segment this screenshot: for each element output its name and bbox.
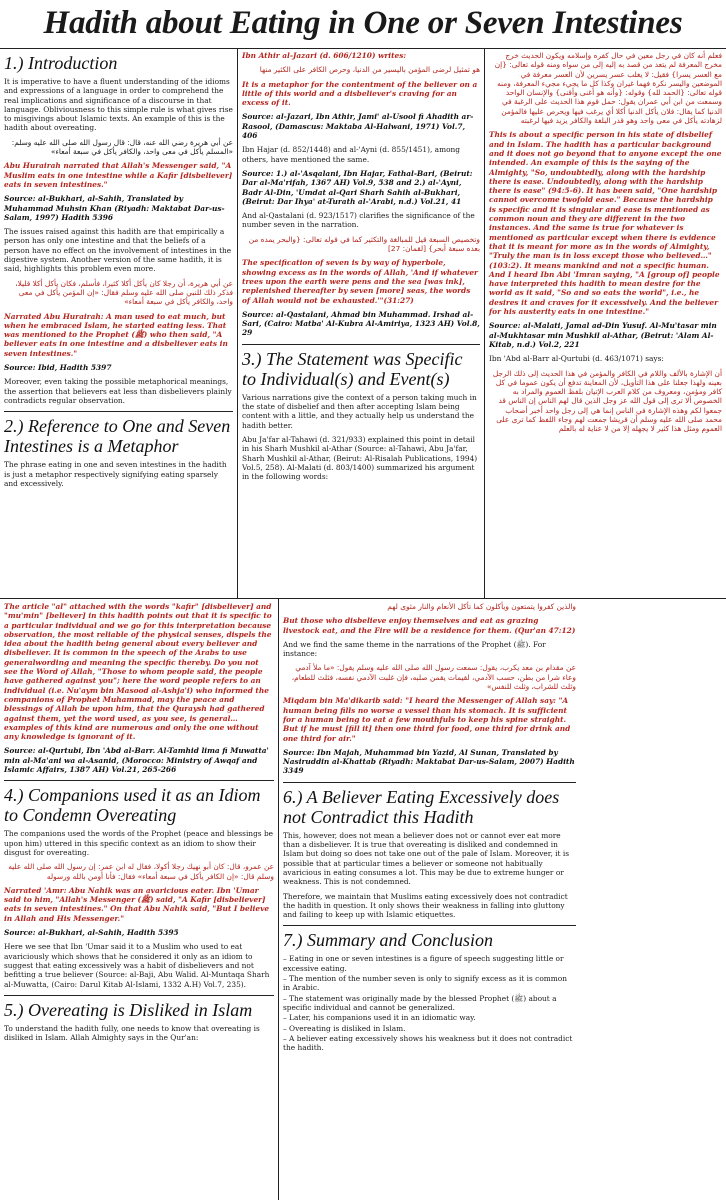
list-item: – The statement was originally made by the blessed Prophet (ﷺ) about a specific individual and cannot be generalized. bbox=[283, 993, 557, 1012]
section-heading-believer: 6.) A Believer Eating Excessively does not Contradict this Hadith bbox=[283, 786, 560, 827]
intro-paragraph: It is imperative to have a fluent understanding of the idioms and expressions of a language in order to comprehend the real implications and significance of a discourse in that language. Obliviousness to this simple rule is what gives rise to misgivings about Islamic texts. An example of this is the hadith about overeating. bbox=[4, 77, 233, 133]
paragraph: This, however, does not mean a believer does not or cannot ever eat more than a disbeliever. It is true that overeating is disliked and condemned in Islam but doing so does not take one out of the pale of Islam. Moreover, it is possible that at particular times a believer or someone not habitually avaricious in eating consumes a lot. This may be due to extreme hunger or weakness. This is not condemned. bbox=[283, 830, 570, 887]
page-title: Hadith about Eating in One or Seven Intestines bbox=[0, 0, 726, 49]
section-heading-specific: 3.) The Statement was Specific to Individual(s) and Event(s) bbox=[242, 348, 463, 389]
hadith-translation: Miqdam bin Ma'dikarib said: "I heard the Messenger of Allah say: "A human being fills no worse a vessel than his stomach. It is sufficient for a human being to eat a few mouthfuls to keep his spine straight. But if he must [fill it] then one third for food, one third for drink and one third for air." bbox=[283, 696, 571, 743]
section-heading-metaphor: 2.) Reference to One and Seven Intestines is a Metaphor bbox=[4, 416, 231, 457]
arabic-quote: وتخصيص السبعة قيل للمبالغة والتكثير كما في قوله تعالى: {والبحر يمده من بعده سبعة أبحر} [لقمان: 27] bbox=[248, 234, 480, 254]
arabic-hadith: عن أبي هريرة، أن رجلا كان يأكل أكلا كثيرا، فأسلم، فكان يأكل أكلا قليلا، فذكر ذلك للنبي صلى الله عليه وسلم فقال: «إن المؤمن يأكل في معى واحد، والكافر يأكل في سبعة أمعاء» bbox=[15, 278, 233, 307]
quote-source: Source: al-Jazari, Ibn Athir, Jami' al-Usool fi Ahadith ar-Rasool, (Damascus: Maktaba Al-Halwani, 1971) Vol.7, 406 bbox=[242, 112, 474, 141]
hadith-source: Source: al-Bukhari, al-Sahih, Hadith 5395 bbox=[4, 928, 179, 938]
list-item: – Overeating is disliked in Islam. bbox=[283, 1023, 406, 1033]
arabic-hadith: عن أبي هريرة رضي الله عنه، قال: قال رسول الله صلى الله عليه وسلم: «المسلم يأكل في معى واحد، والكافر يأكل في سبعة أمعاء» bbox=[11, 137, 233, 157]
hadith-source: Source: al-Bukhari, al-Sahih, Translated by Muhammad Muhsin Khan (Riyadh: Maktabat Dar-us-Salam, 1997) Hadith 5396 bbox=[4, 194, 225, 222]
quote-source: Source: 1.) al-'Asqalani, Ibn Hajar, Fathal-Bari, (Beirut: Dar al-Ma'rifah, 1367 AH) Vol.9, 538 and 2.) al-'Ayni, Badr Al-Din, 'Umdat al-Qari Sharh Sahih al-Bukhari, (Beirut: Dar Ihya' at-Turath al-'Arabi, n.d.) Vol.21, 41 bbox=[242, 168, 473, 206]
quote-translation: The specification of seven is by way of hyperbole, showing excess as in the words of Allah, 'And if whatever trees upon the earth were pens and the sea [was ink], replenished thereafter by seven [more] seas, the words of Allah would not be exhausted.'"(31:27) bbox=[242, 258, 478, 305]
paragraph: Therefore, we maintain that Muslims eating excessively does not contradict the hadith in question. It only shows their weakness in falling into gluttony and failing to keep up with Islamic etiquettes. bbox=[283, 891, 568, 920]
column-malati bbox=[485, 48, 726, 598]
section-heading-introduction: 1.) Introduction bbox=[4, 53, 118, 73]
paragraph: To understand the hadith fully, one needs to know that overeating is disliked in Islam. Allah Almighty says in the Qur'an: bbox=[4, 1023, 260, 1043]
paragraph: Ibn 'Abd al-Barr al-Qurtubi (d. 463/1071) says: bbox=[489, 354, 664, 364]
paragraph: And we find the same theme in the narrations of the Prophet (ﷺ). For instance: bbox=[283, 639, 546, 659]
paragraph: The issues raised against this hadith are that empirically a person has only one intestine and that the beliefs of a person have no effect on the involvement of intestines in the digestive system. Another version of the same hadith, it is said, highlights this problem even more. bbox=[4, 227, 232, 274]
quote-source: Source: al-Malati, Jamal ad-Din Yusuf. Al-Mu'tasar min al-Mukhtasar min Mushkil al-Athar, (Beirut: 'Alam Al-Kitab, n.d.) Vol.2, 221 bbox=[489, 321, 717, 349]
arabic-hadith: عن عمرو، قال: كان أبو نهيك رجلا أكولا، فقال له ابن عمر: إن رسول الله صلى الله عليه وسلم قال: «إن الكافر يأكل في سبعة أمعاء» فقال: فأنا أومن بالله ورسوله bbox=[8, 862, 274, 881]
column-scholars bbox=[238, 48, 484, 598]
quote-translation: This is about a specific person in his state of disbelief and in Islam. The hadith has a particular background and it does not go beyond that to anyone except the one intended. An example of this is the saying of the Almighty, "So, undoubtedly, along with the hardship there is ease. Undoubtedly, along with the hardship there is ease" (94:5-6). It has been said, "One hardship cannot overcome twofold ease." Because the hardship is specific and it is singular and ease is mentioned as common noun and they are different in the two instances. And the same is true for whatever is mentioned as particular except when there is evidence that it is meant for more as in the words of Almighty, "Truly the man is in loss except those who believed…"(103:2). It means mankind and not a specific human. And I heard Ibn Abi 'Imran saying, "A [group of] people have interpreted this hadith to mean desire for the world as it said, "So and so eats the world", i.e., he desires it and craves for it excessively. And the believer for his austerity eats in one intestine." bbox=[489, 130, 722, 317]
arabic-hadith: عن مقدام بن معد يكرب، يقول: سمعت رسول الله صلى الله عليه وسلم يقول: «ما ملأ آدمي وعاء شرا من بطن، حسب الآدمي، لقيمات يقمن صلبه، فإن غلبت الآدمي نفسه، فثلث للطعام، وثلث للشراب، وثلث للنفس» bbox=[291, 663, 576, 692]
hadith-translation: Narrated Abu Hurairah: A man used to eat much, but when he embraced Islam, he started eating less. That was mentioned to the Prophet (ﷺ) who then said, "A believer eats in one intestine and a disbeliever eats in seven intestines." bbox=[4, 311, 228, 358]
arabic-verse: والذين كفروا يتمتعون ويأكلون كما تأكل الأنعام والنار مثوى لهم bbox=[387, 602, 576, 611]
section-heading-companions: 4.) Companions used it as an Idiom to Condemn Overeating bbox=[4, 785, 261, 826]
arabic-quote: هو تمثيل لرضى المؤمن باليسير من الدنيا، وحرص الكافر على الكثير منها bbox=[259, 65, 480, 75]
verse-translation: But those who disbelieve enjoy themselves and eat as grazing livestock eat, and the Fire will be a residence for them. (Qur'an 47:12) bbox=[283, 616, 576, 635]
quote-translation: It is a metaphor for the contentment of the believer on a little of this world and a disbeliever's craving for an excess of it. bbox=[242, 79, 478, 108]
quote-translation: The article "al" attached with the words "kafir" [disbeliever] and "mu'min" [believer] in this hadith points out that it is specific to a particular individual and we go for this interpretation because observation, the most reliable of the physical senses, dispels the idea about the hadith being general about every believer and disbeliever. It is common in the speech of the Arabs to use generalwording and meaning the specific thereby. Do you not see the Word of Allah, "Those to whom people said, the people have gathered against you"; here the word people refers to an individual (i.e. Nu'aym bin Masood al-Ashja'i) who informed the companions of Prophet Muhammad, may the peace and blessings of Allah be upon him, that the Quraysh had gathered against them, yet the word used, as you see, is general… examples of this kind are numerous and only the one without any knowledge is ignorant of it. bbox=[4, 602, 272, 742]
quote-source: Source: al-Qurtubi, Ibn 'Abd al-Barr. Al-Tamhid lima fi Muwatta' min al-Ma'ani wa al-Asanid, (Morocco: Ministry of Awqaf and Islamic Affairs, 1387 AH) Vol.21, 265-266 bbox=[4, 746, 269, 775]
section-heading-overeating: 5.) Overeating is Disliked in Islam bbox=[4, 999, 253, 1020]
paragraph: Here we see that Ibn 'Umar said it to a Muslim who used to eat avariciously which shows that he considered it only as an idiom to suggest that eating excessively was a habit of disbelievers and not befitting a true believer (Source: al-Baji, Abu Walid. Al-Muntaqa Sharh al-Muwatta, (Cairo: Darul Kitab Al-Islami, 1332 A.H) Vol.7, 235). bbox=[4, 942, 270, 989]
summary-list bbox=[283, 954, 576, 1052]
column-companions bbox=[0, 599, 278, 1200]
column-conclusion bbox=[279, 599, 726, 1200]
hadith-translation: Narrated 'Amr: Abu Nahik was an avaricious eater. Ibn 'Umar said to him, "Allah's Messenger (ﷺ) said, "A Kafir [disbeliever] eats in seven intestines." On that Abu Nahik said, "But I believe in Allah and His Messenger." bbox=[4, 885, 270, 923]
list-item: – A believer eating excessively shows his weakness but it does not contradict the hadith. bbox=[283, 1033, 573, 1053]
arabic-quote: أن الإشارة بالألف واللام في الكافر والمؤمن في هذا الحديث إلى ذلك الرجل بعينه ولهذا جعلنا على هذا التأويل، لأن المعاينة تدفع أن يكون عموما في كل كافر ومؤمن، ومعروف من كلام العرب الإتيان بلفظ العموم والمراد به الخصوص ألا ترى إلى قول الله عز وجل الذين قال لهم الناس إن الناس قد جمعوا لكم وهذه الإشارة في الناس إنما هي إلى رجل واحد أخبر أصحاب محمد صلى الله عليه وسلم أن قريشا جمعت لهم وجاء اللفظ كما ترى على العموم ومثل هذا كثير لا يجهله إلا من لا عناية له بالعلم bbox=[492, 368, 722, 434]
hadith-source: Source: Ibn Majah, Muhammad bin Yazid, Al Sunan, Translated by Nasiruddin al-Khattab (Riyadh: Maktabat Dar-us-Salam, 2007) Hadith 3349 bbox=[283, 747, 575, 776]
paragraph: And al-Qastalani (d. 923/1517) clarifies the significance of the number seven in the narration. bbox=[242, 211, 475, 230]
quote-source: Source: al-Qastalani, Ahmad bin Muhammad. Irshad al-Sari, (Cairo: Matba' Al-Kubra Al-Amiriya, 1323 AH) Vol.8, 29 bbox=[242, 309, 480, 338]
paragraph: The companions used the words of the Prophet (peace and blessings be upon him) uttered in this specific context as an idiom to show their disgust for overeating. bbox=[4, 829, 274, 857]
quote-heading: Ibn Athir al-Jazari (d. 606/1210) writes: bbox=[242, 51, 407, 60]
arabic-quote: فعلم أنه كان في رجل معين في حال كفره وإسلامه ويكون الحديث خرج مخرج المعرفة لم يتعد من قصد به إليه إلى من سواه ومنه قوله تعالى: {إن مع العسر يسرا} فقيل: لا يغلب عسر يسرين لأن العسر معرفة في الموضعين واليسر نكرة فهما غيران وكذا كل ما يجيء مجيء المعرفة، ومنه قوله تعالى: {الحمد لله} وقوله: {وأنه هو أغنى وأقنى} والإنسان الواحد وسمعت من ابن أبي عمران يقول: حمل قوم هذا الحديث على الرغبة في الدنيا كما يقال: فلان يأكل الدنيا أكلا أي يرغب فيها ويحرص عليها فالمؤمن لزهادته يأكل في معى واحد وهو قدر البلغة والكافر يزيد فيها لرغبته bbox=[494, 51, 722, 126]
paragraph: Ibn Hajar (d. 852/1448) and al-'Ayni (d. 855/1451), among others, have mentioned the same. bbox=[242, 145, 461, 164]
paragraph: Moreover, even taking the possible metaphorical meanings, the assertion that believers eat less than disbelievers plainly contradicts regular observation. bbox=[4, 377, 232, 405]
paragraph: The phrase eating in one and seven intestines in the hadith is just a metaphor respectively signifying eating sparsely and excessively. bbox=[4, 460, 227, 488]
hadith-source: Source: Ibid, Hadith 5397 bbox=[4, 363, 112, 373]
paragraph: Various narrations give the context of a person taking much in the state of disbelief and then after accepting Islam being content with a little, and they actually help us understand the hadith better. bbox=[242, 392, 477, 430]
section-heading-summary: 7.) Summary and Conclusion bbox=[283, 930, 493, 951]
column-introduction bbox=[0, 48, 237, 598]
list-item: – Later, his companions used it in an idiomatic way. bbox=[283, 1013, 476, 1023]
list-item: – Eating in one or seven intestines is a figure of speech suggesting little or excessive eating. bbox=[283, 954, 564, 973]
paragraph: Abu Ja'far al-Tahawi (d. 321/933) explained this point in detail in his Sharh Mushkil al-Athar (Source: al-Tahawi, Abu Ja'far, Sharh Mushkil al-Athar, (Beirut: Al-Risalah Publications, 1994) Vol.5, 258). Al-Malati (d. 803/1400) summarized his argument in the following words: bbox=[242, 434, 478, 482]
list-item: – The mention of the number seven is only to signify excess as it is common in Arabic. bbox=[283, 974, 568, 993]
hadith-translation: Abu Hurairah narrated that Allah's Messenger said, "A Muslim eats in one intestine while a Kafir [disbeliever] eats in seven intestines." bbox=[4, 161, 233, 189]
